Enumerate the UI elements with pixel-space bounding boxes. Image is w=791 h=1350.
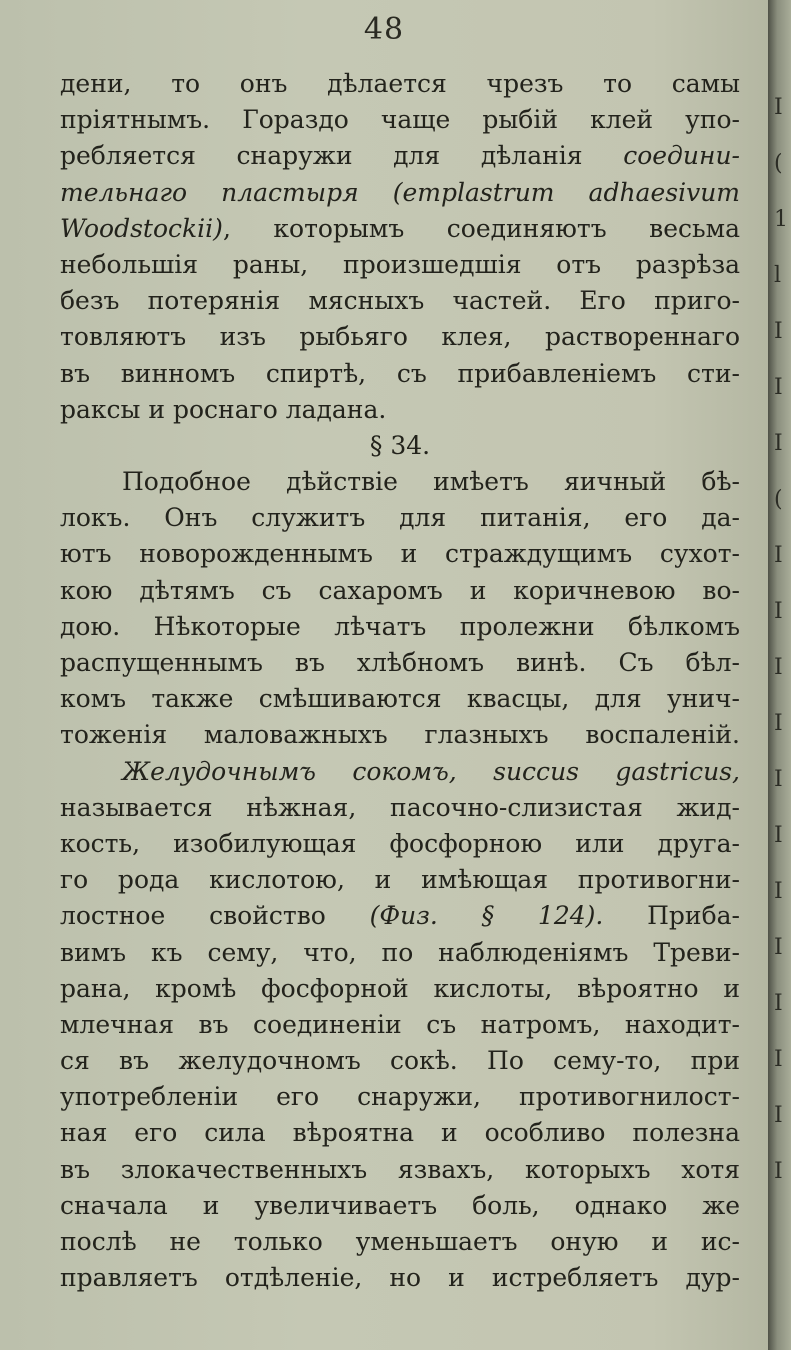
italic-term: соедини- (623, 141, 740, 171)
section-heading: § 34. (369, 430, 431, 460)
margin-glyph: I (774, 655, 783, 680)
italic-term: Woodstockii) (60, 213, 223, 243)
margin-glyph: I (774, 543, 783, 568)
text-line: безъ потерянія мясныхъ частей. Его приго- (60, 286, 740, 316)
text-line: товляютъ изъ рыбьяго клея, раствореннаго (60, 322, 740, 352)
page-number: 48 (363, 12, 405, 47)
margin-glyph: I (774, 823, 783, 848)
text-line: дени, то онъ дѣлается чрезъ то самы (60, 69, 740, 98)
text-line: комъ также смѣшиваются квасцы, для унич- (60, 684, 740, 714)
text-line: въ злокачественныхъ язвахъ, которыхъ хотя (60, 1154, 740, 1184)
margin-glyph: I (774, 95, 783, 120)
text-line: распущеннымъ въ хлѣбномъ винѣ. Съ бѣл- (60, 648, 740, 677)
text-line: ютъ новорожденнымъ и страждущимъ сухот- (60, 539, 740, 569)
italic-term: Желудочнымъ сокомъ, succus gastricus, (122, 756, 740, 786)
text-line: послѣ не только уменьшаетъ оную и ис- (60, 1227, 740, 1256)
margin-glyph: I (774, 599, 783, 624)
text-line: Подобное дѣйствіе имѣетъ яичный бѣ- (122, 467, 740, 497)
text-line: тоженія маловажныхъ глазныхъ воспаленій. (60, 720, 740, 750)
text-line: раксы и роснаго ладана. (60, 394, 387, 424)
text-line: называется нѣжная, пасочно-слизистая жид- (60, 792, 740, 822)
text-run: лостное свойство (60, 901, 370, 931)
margin-glyph: l (774, 263, 782, 288)
text-line (60, 211, 740, 247)
text-line: млечная въ соединеніи съ натромъ, находит- (60, 1009, 740, 1039)
margin-glyph: I (774, 1047, 783, 1072)
text-line: кость, изобилующая фосфорною или друга- (60, 828, 740, 858)
text-line: ная его сила вѣроятна и особливо полезна (60, 1118, 740, 1148)
text-line: небольшія раны, произшедшія отъ разрѣза (60, 249, 740, 279)
text-line: локъ. Онъ служитъ для питанія, его да- (60, 503, 740, 533)
italic-term: (Физ. § 124). (369, 901, 604, 931)
text-line: въ винномъ спиртѣ, съ прибавленіемъ сти- (60, 358, 740, 388)
text-line (60, 138, 740, 174)
margin-glyph: I (774, 1103, 783, 1128)
page-body (60, 66, 740, 1296)
margin-glyph: I (774, 767, 783, 792)
text-run: Приба- (603, 901, 740, 931)
text-line: рана, кромѣ фосфорной кислоты, вѣроятно и (60, 973, 740, 1003)
text-run: ребляется снаружи для дѣланія (60, 141, 624, 171)
text-line: кою дѣтямъ съ сахаромъ и коричневою во- (60, 575, 740, 605)
margin-glyph: I (774, 991, 783, 1016)
text-line: употребленіи его снаружи, противогнилост- (60, 1082, 740, 1112)
adjacent-page-margin (774, 80, 788, 1200)
text-line: ся въ желудочномъ сокѣ. По сему-то, при (60, 1046, 740, 1076)
margin-glyph: I (774, 1159, 783, 1184)
margin-glyph: I (774, 375, 783, 400)
text-line: пріятнымъ. Гораздо чаще рыбій клей упо- (60, 105, 740, 135)
margin-glyph: 1 (774, 207, 788, 232)
text-run: , которымъ соединяютъ весьма (222, 213, 740, 243)
text-line: вимъ къ сему, что, по наблюденіямъ Треви- (60, 937, 740, 967)
text-line: правляетъ отдѣленіе, но и истребляетъ дур- (60, 1263, 740, 1293)
text-line: го рода кислотою, и имѣющая противогни- (60, 865, 740, 895)
margin-glyph: I (774, 431, 783, 456)
margin-glyph: I (774, 319, 783, 344)
margin-glyph: I (774, 935, 783, 960)
margin-glyph: ( (774, 487, 783, 512)
italic-term: тельнаго пластыря (emplastrum adhaesivum (60, 177, 740, 207)
text-line: сначала и увеличиваетъ боль, однако же (60, 1190, 740, 1220)
text-line (60, 898, 740, 934)
text-line: дою. Нѣкоторые лѣчатъ пролежни бѣлкомъ (60, 611, 740, 641)
margin-glyph: I (774, 711, 783, 736)
margin-glyph: ( (774, 151, 783, 176)
margin-glyph: I (774, 879, 783, 904)
